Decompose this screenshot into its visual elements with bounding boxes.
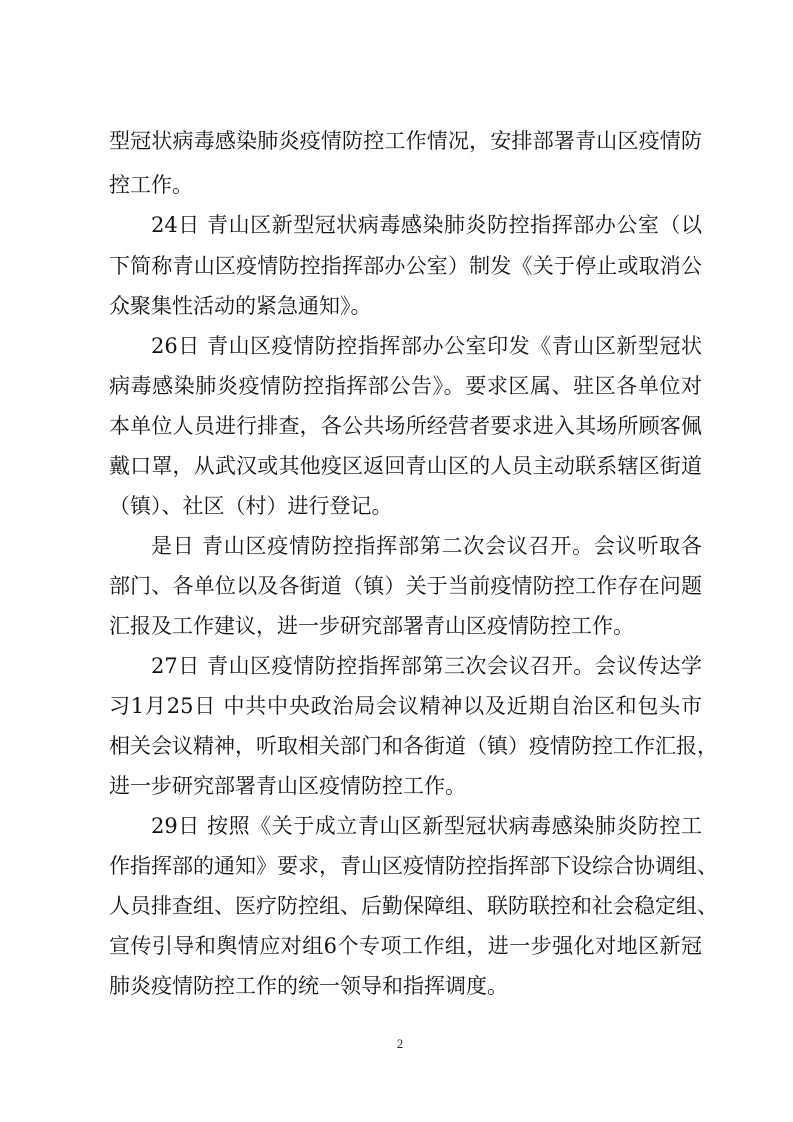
paragraph-line: 病毒感染肺炎疫情防控指挥部公告》。要求区属、驻区各单位对 bbox=[109, 374, 702, 398]
paragraph-line: （镇）、社区（村）进行登记。 bbox=[109, 494, 393, 518]
paragraph-line: 众聚集性活动的紧急通知》。 bbox=[109, 294, 372, 318]
paragraph-line: 下简称青山区疫情防控指挥部办公室）制发《关于停止或取消公 bbox=[109, 254, 702, 278]
paragraph-line: 人员排查组、医疗防控组、后勤保障组、联防联控和社会稳定组、 bbox=[109, 894, 718, 918]
paragraph-line: 部门、各单位以及各街道（镇）关于当前疫情防控工作存在问题 bbox=[109, 574, 702, 598]
paragraph-line: 肺炎疫情防控工作的统一领导和指挥调度。 bbox=[109, 974, 508, 998]
paragraph-line: 作指挥部的通知》要求，青山区疫情防控指挥部下设综合协调组、 bbox=[109, 854, 718, 878]
paragraph-line: 26日 青山区疫情防控指挥部办公室印发《青山区新型冠状 bbox=[151, 334, 702, 358]
paragraph-line: 汇报及工作建议，进一步研究部署青山区疫情防控工作。 bbox=[109, 614, 634, 638]
paragraph-line: 戴口罩，从武汉或其他疫区返回青山区的人员主动联系辖区街道 bbox=[109, 454, 702, 478]
page-number: 2 bbox=[396, 1036, 404, 1051]
paragraph-line: 是日 青山区疫情防控指挥部第二次会议召开。会议听取各 bbox=[151, 534, 702, 558]
paragraph-line: 27日 青山区疫情防控指挥部第三次会议召开。会议传达学 bbox=[151, 654, 702, 678]
paragraph-line: 29日 按照《关于成立青山区新型冠状病毒感染肺炎防控工 bbox=[151, 814, 702, 838]
paragraph-line: 控工作。 bbox=[109, 173, 193, 197]
paragraph-line: 宣传引导和舆情应对组6个专项工作组，进一步强化对地区新冠 bbox=[109, 934, 702, 958]
paragraph-line: 习1月25日 中共中央政治局会议精神以及近期自治区和包头市 bbox=[109, 694, 702, 718]
paragraph-line: 进一步研究部署青山区疫情防控工作。 bbox=[109, 774, 466, 798]
paragraph-line: 相关会议精神，听取相关部门和各街道（镇）疫情防控工作汇报， bbox=[109, 734, 718, 758]
paragraph-line: 本单位人员进行排查，各公共场所经营者要求进入其场所顾客佩 bbox=[109, 414, 702, 438]
paragraph-line: 型冠状病毒感染肺炎疫情防控工作情况，安排部署青山区疫情防 bbox=[109, 129, 702, 153]
paragraph-line: 24日 青山区新型冠状病毒感染肺炎防控指挥部办公室（以 bbox=[151, 213, 702, 237]
